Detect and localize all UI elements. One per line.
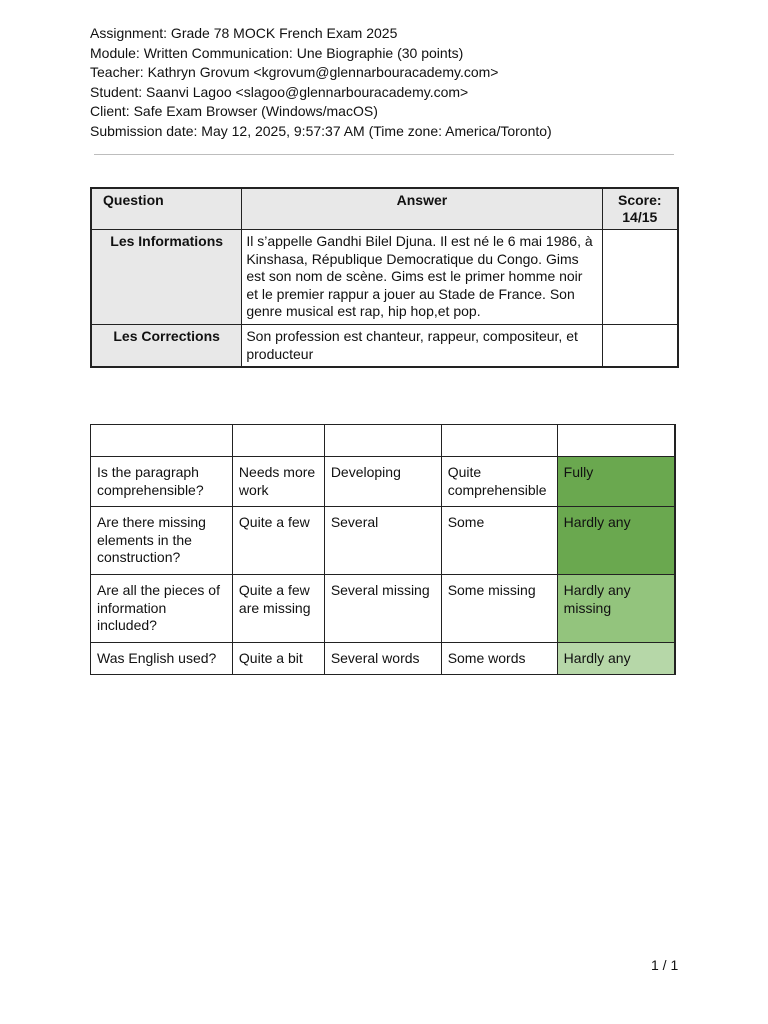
score-cell	[602, 230, 678, 325]
rubric-level-2: Several missing	[324, 574, 441, 642]
rubric-header-cell	[232, 425, 324, 457]
answer-cell: Il s’appelle Gandhi Bilel Djuna. Il est né le 6 mai 1986, à Kinshasa, République Democratique du Congo. Gims est son nom de scène. Gims est le primer homme noir et le premier rappur a jouer au Stade de France. Son genre musical est rap, hip hop,et pop.	[242, 230, 602, 325]
rubric-level-1: Needs more work	[232, 457, 324, 507]
module-line: Module: Written Communication: Une Biographie (30 points)	[90, 44, 464, 61]
rubric-header-cell	[557, 425, 675, 457]
question-cell: Les Corrections	[91, 324, 242, 367]
rubric-row	[91, 642, 676, 675]
rubric-level-4-selected: Fully	[557, 457, 675, 507]
rubric-level-2: Several words	[324, 642, 441, 675]
rubric-header-cell	[91, 425, 233, 457]
rubric-row	[91, 507, 676, 575]
client-line: Client: Safe Exam Browser (Windows/macOS)	[90, 103, 378, 120]
answer-row	[91, 324, 678, 367]
rubric-header-cell	[324, 425, 441, 457]
question-cell: Les Informations	[91, 230, 242, 325]
question-column-header: Question	[91, 188, 242, 230]
rubric-criterion: Was English used?	[91, 642, 233, 675]
rubric-criterion: Is the paragraph comprehensible?	[91, 457, 233, 507]
rubric-header-row	[91, 425, 676, 457]
rubric-level-3: Some missing	[441, 574, 557, 642]
score-label: Score:	[617, 192, 662, 208]
rubric-criterion: Are all the pieces of information included?	[91, 574, 233, 642]
student-line: Student: Saanvi Lagoo <slagoo@glennarbouracademy.com>	[90, 83, 469, 100]
rubric-level-2: Developing	[324, 457, 441, 507]
rubric-row	[91, 574, 676, 642]
page-indicator: 1 / 1	[651, 957, 679, 973]
rubric-level-3: Quite comprehensible	[441, 457, 557, 507]
score-column-header	[602, 188, 678, 230]
answers-table	[90, 187, 679, 368]
rubric-level-3: Some words	[441, 642, 557, 675]
rubric-row	[91, 457, 676, 507]
answers-header-row	[91, 188, 678, 230]
score-cell	[602, 324, 678, 367]
rubric-criterion: Are there missing elements in the construction?	[91, 507, 233, 575]
teacher-line: Teacher: Kathryn Grovum <kgrovum@glennarbouracademy.com>	[90, 64, 499, 81]
assignment-line: Assignment: Grade 78 MOCK French Exam 2025	[90, 25, 398, 41]
score-value: 14/15	[622, 209, 658, 225]
answer-row	[91, 230, 678, 325]
rubric-level-4-selected: Hardly any missing	[557, 574, 675, 642]
rubric-level-4-selected: Hardly any	[557, 642, 675, 675]
answer-column-header: Answer	[242, 188, 602, 230]
rubric-table	[90, 424, 676, 675]
answer-cell: Son profession est chanteur, rappeur, compositeur, et producteur	[242, 324, 602, 367]
submission-date-line: Submission date: May 12, 2025, 9:57:37 AM (Time zone: America/Toronto)	[90, 122, 552, 139]
header-divider	[94, 154, 674, 155]
submission-metadata	[90, 24, 552, 142]
rubric-level-4-selected: Hardly any	[557, 507, 675, 575]
rubric-level-1: Quite a few are missing	[232, 574, 324, 642]
rubric-level-1: Quite a bit	[232, 642, 324, 675]
rubric-header-cell	[441, 425, 557, 457]
rubric-level-1: Quite a few	[232, 507, 324, 575]
rubric-level-3: Some	[441, 507, 557, 575]
rubric-level-2: Several	[324, 507, 441, 575]
